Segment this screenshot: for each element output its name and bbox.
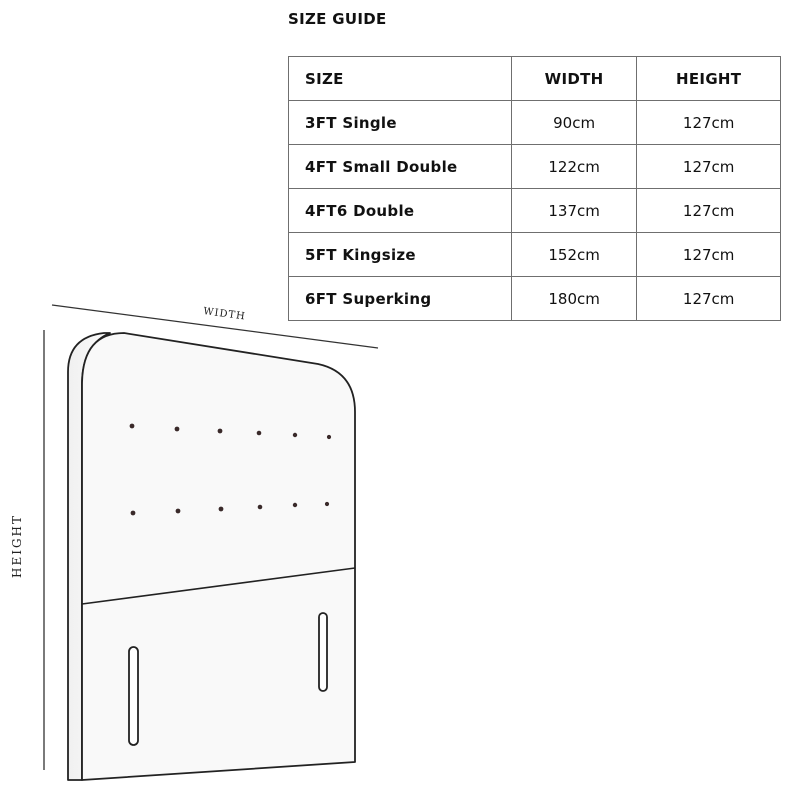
row-width: 122cm bbox=[511, 145, 636, 189]
tufting-button bbox=[176, 509, 181, 514]
tufting-button bbox=[131, 511, 136, 516]
tufting-button bbox=[219, 507, 224, 512]
tufting-button bbox=[293, 503, 297, 507]
headboard-front-panel bbox=[82, 333, 355, 780]
header-width: WIDTH bbox=[511, 57, 636, 101]
row-size: 4FT6 Double bbox=[289, 189, 512, 233]
tufting-button bbox=[327, 435, 331, 439]
tufting-button bbox=[257, 431, 262, 436]
size-guide-title: SIZE GUIDE bbox=[288, 10, 387, 28]
tufting-button bbox=[130, 424, 135, 429]
row-size: 6FT Superking bbox=[289, 277, 512, 321]
tufting-button bbox=[258, 505, 263, 510]
row-height: 127cm bbox=[637, 189, 781, 233]
tufting-button bbox=[175, 427, 180, 432]
left-strut-slot bbox=[129, 647, 138, 745]
row-width: 180cm bbox=[511, 277, 636, 321]
row-size: 3FT Single bbox=[289, 101, 512, 145]
header-height: HEIGHT bbox=[637, 57, 781, 101]
tufting-button bbox=[218, 429, 223, 434]
tufting-button bbox=[293, 433, 297, 437]
row-width: 137cm bbox=[511, 189, 636, 233]
row-height: 127cm bbox=[637, 145, 781, 189]
height-label: HEIGHT bbox=[10, 513, 24, 578]
row-height: 127cm bbox=[637, 233, 781, 277]
row-size: 5FT Kingsize bbox=[289, 233, 512, 277]
row-height: 127cm bbox=[637, 101, 781, 145]
row-width: 90cm bbox=[511, 101, 636, 145]
row-width: 152cm bbox=[511, 233, 636, 277]
width-label: WIDTH bbox=[202, 306, 247, 323]
tufting-button bbox=[325, 502, 329, 506]
header-size: SIZE bbox=[289, 57, 512, 101]
row-height: 127cm bbox=[637, 277, 781, 321]
right-strut-slot bbox=[319, 613, 327, 691]
row-size: 4FT Small Double bbox=[289, 145, 512, 189]
